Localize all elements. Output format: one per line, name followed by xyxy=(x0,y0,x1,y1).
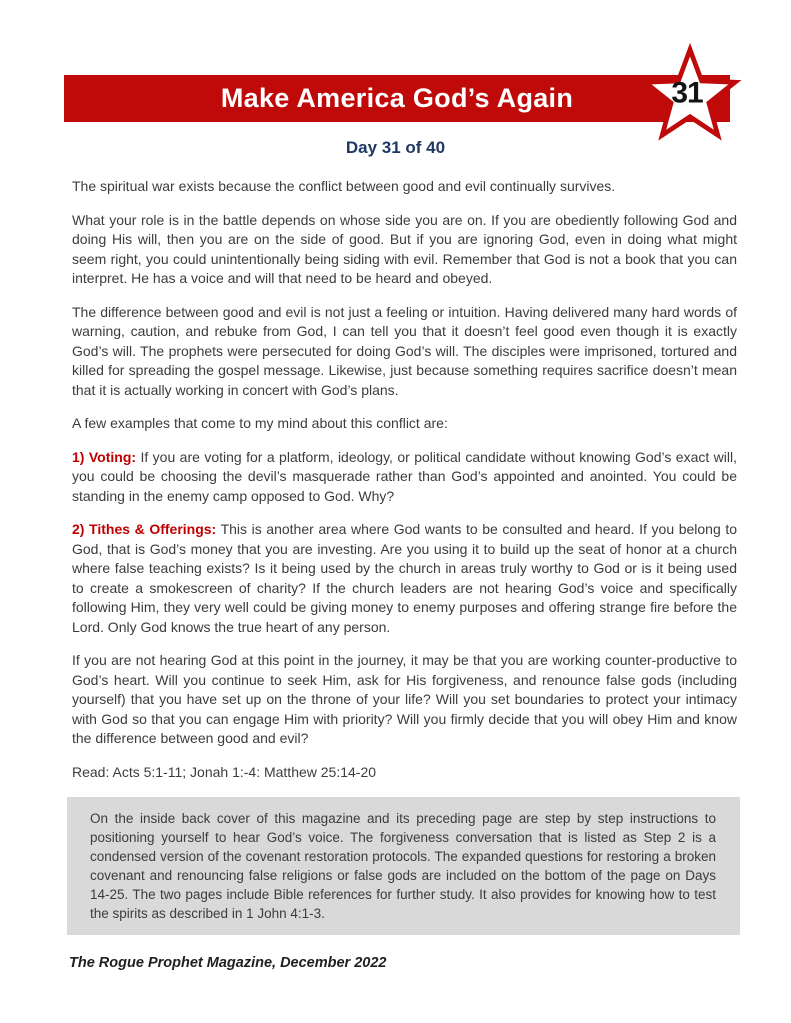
footer-citation: The Rogue Prophet Magazine, December 2022 xyxy=(69,955,387,971)
tithes-label: 2) Tithes & Offerings: xyxy=(72,521,217,537)
voting-text: If you are voting for a platform, ideology, or political candidate without knowing God’s exact will, you could be choosing the devil’s masquerade rather than God’s appointed and anointed. You could be standing in the enemy camp opposed to God. Why? xyxy=(72,448,737,504)
paragraph-not-hearing-god: If you are not hearing God at this point in the journey, it may be that you are working counter-productive to God’s heart. Will you continue to seek Him, ask for His forgiveness, and renounce false gods (including yourself) that you have set up on the throne of your life? Will you set boundaries to protect your intimacy with God so that you can engage Him with priority? Will you firmly decide that you will obey Him and know the difference between good and evil? xyxy=(72,652,737,746)
paragraph-role-in-battle: What your role is in the battle depends on whose side you are on. If you are obediently following God and doing His will, then you are on the side of good. But if you are ignoring God, even in doing what might seem right, you could unintentionally being siding with evil. Remember that God is not a book that you can interpret. He has a voice and will that need to be heard and obeyed. xyxy=(72,211,737,286)
article-body xyxy=(72,177,737,935)
note-box xyxy=(67,797,740,935)
star-icon xyxy=(638,43,742,147)
paragraph-tithes xyxy=(72,520,737,637)
paragraph-examples-intro: A few examples that come to my mind about this conflict are: xyxy=(72,415,448,431)
voting-label: 1) Voting: xyxy=(72,448,137,465)
paragraph-good-vs-evil: The difference between good and evil is not just a feeling or intuition. Having delivered many hard words of warning, caution, and rebuke from God, I can tell you that it doesn’t feel good even though it is exactly God’s will. The prophets were persecuted for doing God’s will. The disciples were imprisoned, tortured and killed for spreading the gospel message. Likewise, just because something requires sacrifice doesn’t mean that it is actually working in concert with God’s plans. xyxy=(72,303,737,398)
page-title: Make America God’s Again xyxy=(220,83,574,113)
note-box-text: On the inside back cover of this magazine and its preceding page are step by step instructions to positioning yourself to hear God’s voice. The forgiveness conversation that is listed as Step 2 is a condensed version of the covenant restoration protocols. The expanded questions for restoring a broken covenant and renouncing false religions or false gods are included on the bottom of the page on Days 14-25. The two pages include Bible references for further study. It also provides for knowing how to test the spirits as described in 1 John 4:1-3. xyxy=(90,811,716,921)
paragraph-voting xyxy=(72,448,737,507)
day-number-badge: 31 xyxy=(671,76,703,110)
paragraph-spiritual-war: The spiritual war exists because the conflict between good and evil continually survives. xyxy=(72,178,616,194)
read-reference-line: Read: Acts 5:1-11; Jonah 1:-4: Matthew 25:14-20 xyxy=(72,763,377,780)
tithes-text: This is another area where God wants to be consulted and heard. If you belong to God, that is God’s money that you are investing. Are you using it to build up the seat of honor at a church where false teaching exists? Is it being used by the church in areas truly worthy to God or is it being used to create a smokescreen of charity? If the church leaders are not hearing God’s voice and specifically following Him, they very well could be giving money to enemy purposes and offering strange fire before the Lord. Only God knows the true heart of any person. xyxy=(72,521,738,635)
day-subtitle: Day 31 of 40 xyxy=(345,138,446,157)
banner-bar xyxy=(64,75,730,122)
